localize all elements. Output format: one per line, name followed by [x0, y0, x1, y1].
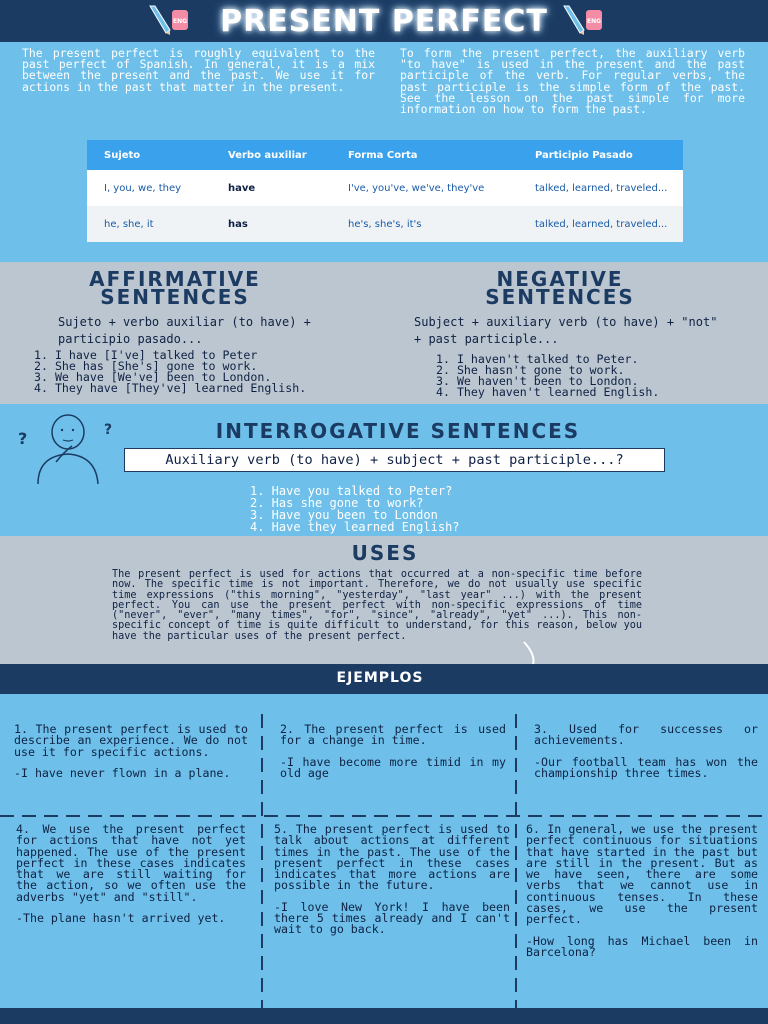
- table-cell: talked, learned, traveled...: [518, 170, 683, 206]
- pencil-eraser-icon: [560, 4, 602, 36]
- list-item: 1. I have [I've] talked to Peter: [34, 348, 258, 362]
- conjugation-table: [87, 140, 683, 242]
- affirmative-heading: AFFIRMATIVE SENTENCES: [89, 267, 261, 309]
- interrogative-examples: [250, 485, 460, 533]
- list-item: 4. They haven't learned English.: [436, 385, 660, 399]
- example-cell-2: [280, 724, 506, 789]
- footer-bar: [0, 1008, 768, 1024]
- table-row: [87, 170, 683, 206]
- page-title: PRESENT PERFECT: [220, 4, 548, 39]
- example-sentence: -I have become more timid in my old age: [280, 754, 506, 780]
- list-item: 3. Have you been to London: [250, 508, 438, 522]
- affirmative-formula: Sujeto + verbo auxiliar (to have) + participio pasado...: [58, 315, 311, 346]
- example-rule: 2. The present perfect is used for a change in time.: [280, 722, 506, 748]
- negative-examples: [436, 354, 659, 398]
- example-sentence: -The plane hasn't arrived yet.: [16, 911, 226, 926]
- example-rule: 6. In general, we use the present perfect continuous for situations that have started in the past but are still in the present. But as we have seen, there are some verbs that we cannot use in continuous tenses. In these cases, we use the present perfect.: [526, 822, 758, 927]
- example-sentence: -I love New York! I have been there 5 times already and I can't wait to go back.: [274, 899, 510, 937]
- list-item: 4. Have they learned English?: [250, 520, 460, 534]
- list-item: 2. She has [She's] gone to work.: [34, 359, 258, 373]
- uses-heading: USES: [351, 541, 419, 565]
- pencil-eraser-icon: [146, 4, 188, 36]
- example-cell-5: [274, 824, 510, 946]
- list-item: 2. Has she gone to work?: [250, 496, 424, 510]
- affirmative-examples: [34, 350, 306, 394]
- table-cell: talked, learned, traveled...: [518, 206, 683, 242]
- table-header-row: [87, 140, 683, 170]
- column-header: Verbo auxiliar: [211, 140, 331, 170]
- table-cell: I've, you've, we've, they've: [331, 170, 518, 206]
- svg-text:?: ?: [104, 422, 113, 438]
- example-sentence: -How long has Michael been in Barcelona?: [526, 933, 758, 959]
- table-cell: he's, she's, it's: [331, 206, 518, 242]
- example-sentence: -I have never flown in a plane.: [14, 765, 231, 780]
- uses-text: The present perfect is used for actions that occurred at a non-specific time before now. The specific time is not important. Therefore, we do not usually use specific time expressions ("this morning", "yesterday", "last year" ...) with the present perfect. You can use the present perfect with non-specific expressions of time ("never", "ever", "many times", "for", "since", "already", "yet" ...). This non-specific concept of time is quite difficult to understand, for this reason, below you have the particular uses of the present perfect.: [112, 569, 642, 642]
- svg-text:?: ?: [18, 429, 28, 448]
- example-rule: 5. The present perfect is used to talk about actions at different times in the past. The use of the present perfect in these cases indicates that more actions are possible in the future.: [274, 822, 510, 893]
- list-item: 2. She hasn't gone to work.: [436, 363, 625, 377]
- list-item: 4. They have [They've] learned English.: [34, 381, 307, 395]
- thinking-person-icon: [16, 410, 126, 486]
- list-item: 3. We have [We've] been to London.: [34, 370, 272, 384]
- eraser-badge-right: ENG: [586, 18, 602, 25]
- example-cell-1: [14, 724, 248, 789]
- list-item: 1. I haven't talked to Peter.: [436, 352, 639, 366]
- intro-right-text: To form the present perfect, the auxiliary verb "to have" is used in the present and the past participle of the verb. For regular verbs, the past participle is the simple form of the past. See the lesson on the past simple for more information on how to form the past.: [400, 46, 745, 117]
- interrogative-formula: Auxiliary verb (to have) + subject + past participle...?: [124, 448, 665, 472]
- example-rule: 3. Used for successes or achievements.: [534, 722, 758, 748]
- example-sentence: -Our football team has won the championship three times.: [534, 754, 758, 780]
- example-cell-6: [526, 824, 758, 968]
- list-item: 3. We haven't been to London.: [436, 374, 639, 388]
- examples-heading: EJEMPLOS: [336, 670, 424, 686]
- column-header: Participio Pasado: [518, 140, 683, 170]
- column-header: Forma Corta: [331, 140, 518, 170]
- negative-heading: NEGATIVE SENTENCES: [485, 267, 635, 309]
- table-cell: I, you, we, they: [87, 170, 211, 206]
- eraser-badge-left: ENG: [172, 18, 188, 25]
- table-cell: he, she, it: [87, 206, 211, 242]
- intro-left-text: The present perfect is roughly equivalent to the past perfect of Spanish. In general, it is a mix between the present and the past. We use it for actions in the past that matter in the present.: [22, 46, 375, 94]
- table-cell: have: [211, 170, 331, 206]
- table-row: [87, 206, 683, 242]
- column-header: Sujeto: [87, 140, 211, 170]
- table-cell: has: [211, 206, 331, 242]
- list-item: 1. Have you talked to Peter?: [250, 484, 453, 498]
- example-cell-4: [16, 824, 246, 934]
- example-cell-3: [534, 724, 758, 789]
- example-rule: 1. The present perfect is used to describe an experience. We do not use it for specific actions.: [14, 722, 248, 759]
- negative-formula: Subject + auxiliary verb (to have) + "not" + past participle...: [414, 315, 718, 346]
- example-rule: 4. We use the present perfect for actions that have not yet happened. The use of the present perfect in these cases indicates that we are still waiting for the action, so we often use the adverbs "yet" and "still".: [16, 822, 246, 904]
- interrogative-heading: INTERROGATIVE SENTENCES: [215, 419, 581, 443]
